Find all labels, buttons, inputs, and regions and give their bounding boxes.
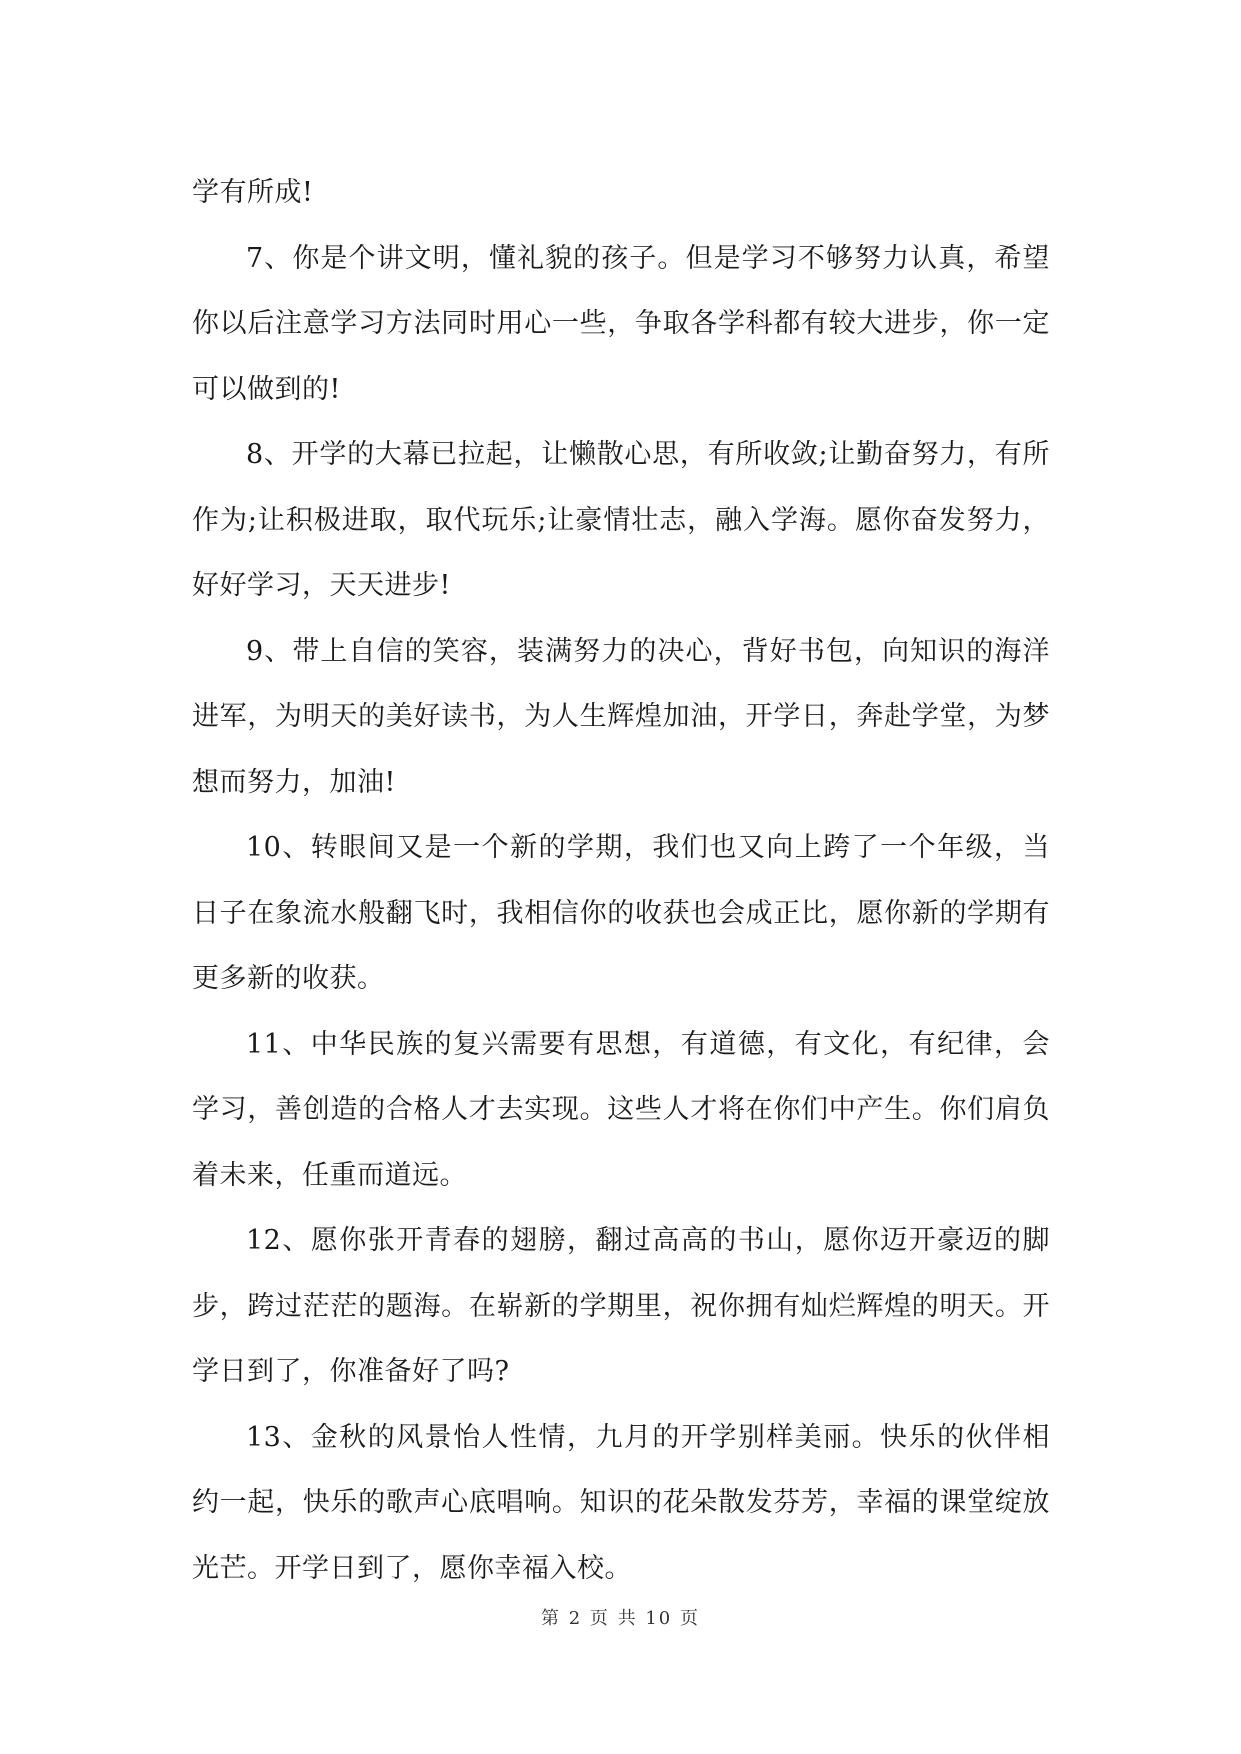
paragraph-0: 学有所成! <box>192 177 314 208</box>
paragraph-11: 11、中华民族的复兴需要有思想，有道德，有文化，有纪律，会学习，善创造的合格人才去实现。这些人才将在你们中产生。你们肩负着未来，任重而道远。 <box>192 1028 1050 1191</box>
paragraph-8: 8、开学的大幕已拉起，让懒散心思，有所收敛;让勤奋努力，有所作为;让积极进取，取代玩乐;让豪情壮志，融入学海。愿你奋发努力，好好学习，天天进步! <box>192 439 1050 601</box>
paragraph-10: 10、转眼间又是一个新的学期，我们也又向上跨了一个年级，当日子在象流水般翻飞时，我相信你的收获也会成正比，愿你新的学期有更多新的收获。 <box>192 832 1050 994</box>
body-text <box>192 160 1050 1601</box>
paragraph-12: 12、愿你张开青春的翅膀，翻过高高的书山，愿你迈开豪迈的脚步，跨过茫茫的题海。在崭新的学期里，祝你拥有灿烂辉煌的明天。开学日到了，你准备好了吗? <box>192 1225 1050 1387</box>
paragraph-7: 7、你是个讲文明，懂礼貌的孩子。但是学习不够努力认真，希望你以后注意学习方法同时用心一些，争取各学科都有较大进步，你一定可以做到的! <box>192 242 1050 405</box>
paragraph-9: 9、带上自信的笑容，装满努力的决心，背好书包，向知识的海洋进军，为明天的美好读书，为人生辉煌加油，开学日，奔赴学堂，为梦想而努力，加油! <box>192 635 1050 798</box>
paragraph-13: 13、金秋的风景怡人性情，九月的开学别样美丽。快乐的伙伴相约一起，快乐的歌声心底唱响。知识的花朵散发芬芳，幸福的课堂绽放光芒。开学日到了，愿你幸福入校。 <box>192 1421 1050 1584</box>
page-footer: 第 2 页 共 10 页 <box>541 1608 700 1629</box>
